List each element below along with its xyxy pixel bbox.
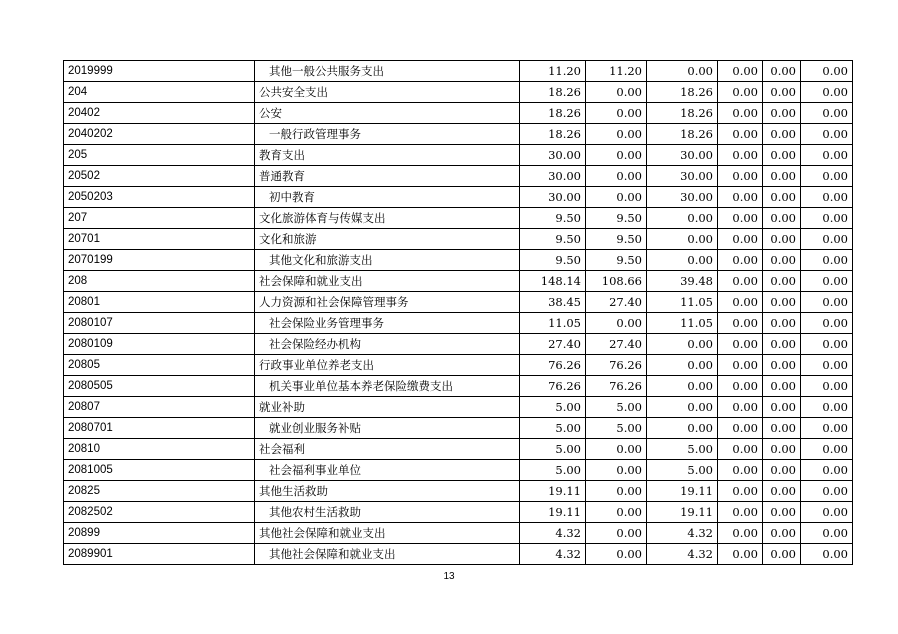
- budget-table-body: [64, 61, 853, 565]
- amount-cell: 0.00: [586, 124, 647, 145]
- amount-cell: 0.00: [801, 103, 853, 124]
- amount-cell: 19.11: [647, 502, 718, 523]
- amount-cell: 0.00: [763, 355, 801, 376]
- subject-name-cell: 就业补助: [255, 397, 520, 418]
- amount-cell: 0.00: [801, 292, 853, 313]
- amount-cell: 0.00: [763, 292, 801, 313]
- amount-cell: 0.00: [586, 103, 647, 124]
- amount-cell: 0.00: [647, 208, 718, 229]
- amount-cell: 0.00: [586, 502, 647, 523]
- amount-cell: 0.00: [801, 523, 853, 544]
- amount-cell: 18.26: [647, 82, 718, 103]
- amount-cell: 76.26: [586, 355, 647, 376]
- amount-cell: 0.00: [801, 439, 853, 460]
- amount-cell: 0.00: [718, 376, 763, 397]
- subject-name-cell: 行政事业单位养老支出: [255, 355, 520, 376]
- subject-code-cell: 208: [64, 271, 255, 292]
- amount-cell: 9.50: [520, 250, 586, 271]
- amount-cell: 0.00: [647, 355, 718, 376]
- table-row: [64, 397, 853, 418]
- subject-code-cell: 20810: [64, 439, 255, 460]
- amount-cell: 0.00: [763, 439, 801, 460]
- amount-cell: 0.00: [763, 145, 801, 166]
- subject-name-cell: 其他文化和旅游支出: [255, 250, 520, 271]
- amount-cell: 0.00: [801, 271, 853, 292]
- amount-cell: 0.00: [718, 208, 763, 229]
- amount-cell: 0.00: [718, 460, 763, 481]
- amount-cell: 0.00: [718, 355, 763, 376]
- amount-cell: 9.50: [586, 250, 647, 271]
- table-row: [64, 124, 853, 145]
- amount-cell: 39.48: [647, 271, 718, 292]
- subject-name-cell: 社会保障和就业支出: [255, 271, 520, 292]
- table-row: [64, 208, 853, 229]
- amount-cell: 0.00: [718, 292, 763, 313]
- subject-code-cell: 20801: [64, 292, 255, 313]
- subject-code-cell: 2080701: [64, 418, 255, 439]
- amount-cell: 5.00: [520, 397, 586, 418]
- amount-cell: 0.00: [801, 460, 853, 481]
- subject-name-cell: 教育支出: [255, 145, 520, 166]
- amount-cell: 11.20: [520, 61, 586, 82]
- amount-cell: 0.00: [801, 544, 853, 565]
- amount-cell: 18.26: [520, 124, 586, 145]
- table-row: [64, 271, 853, 292]
- amount-cell: 0.00: [801, 61, 853, 82]
- amount-cell: 5.00: [586, 418, 647, 439]
- subject-code-cell: 20402: [64, 103, 255, 124]
- amount-cell: 0.00: [763, 397, 801, 418]
- amount-cell: 0.00: [586, 313, 647, 334]
- subject-code-cell: 20502: [64, 166, 255, 187]
- table-row: [64, 187, 853, 208]
- amount-cell: 0.00: [647, 376, 718, 397]
- subject-name-cell: 公共安全支出: [255, 82, 520, 103]
- amount-cell: 0.00: [718, 439, 763, 460]
- table-row: [64, 313, 853, 334]
- subject-name-cell: 就业创业服务补贴: [255, 418, 520, 439]
- subject-name-cell: 其他社会保障和就业支出: [255, 544, 520, 565]
- amount-cell: 0.00: [586, 460, 647, 481]
- amount-cell: 76.26: [520, 355, 586, 376]
- amount-cell: 18.26: [647, 124, 718, 145]
- subject-name-cell: 其他社会保障和就业支出: [255, 523, 520, 544]
- subject-code-cell: 2019999: [64, 61, 255, 82]
- amount-cell: 0.00: [763, 166, 801, 187]
- amount-cell: 76.26: [586, 376, 647, 397]
- amount-cell: 0.00: [647, 61, 718, 82]
- subject-name-cell: 公安: [255, 103, 520, 124]
- budget-table: [63, 60, 853, 565]
- amount-cell: 5.00: [520, 439, 586, 460]
- amount-cell: 4.32: [647, 544, 718, 565]
- amount-cell: 0.00: [586, 145, 647, 166]
- subject-code-cell: 20805: [64, 355, 255, 376]
- amount-cell: 0.00: [718, 145, 763, 166]
- amount-cell: 0.00: [763, 103, 801, 124]
- amount-cell: 0.00: [801, 355, 853, 376]
- amount-cell: 0.00: [763, 187, 801, 208]
- amount-cell: 0.00: [763, 376, 801, 397]
- amount-cell: 0.00: [763, 82, 801, 103]
- table-row: [64, 460, 853, 481]
- subject-name-cell: 其他一般公共服务支出: [255, 61, 520, 82]
- amount-cell: 38.45: [520, 292, 586, 313]
- amount-cell: 30.00: [520, 145, 586, 166]
- amount-cell: 18.26: [520, 103, 586, 124]
- amount-cell: 0.00: [801, 397, 853, 418]
- subject-name-cell: 其他生活救助: [255, 481, 520, 502]
- subject-name-cell: 文化旅游体育与传媒支出: [255, 208, 520, 229]
- table-row: [64, 103, 853, 124]
- amount-cell: 11.05: [647, 292, 718, 313]
- amount-cell: 0.00: [801, 187, 853, 208]
- subject-name-cell: 文化和旅游: [255, 229, 520, 250]
- amount-cell: 0.00: [718, 103, 763, 124]
- amount-cell: 0.00: [586, 523, 647, 544]
- amount-cell: 30.00: [647, 187, 718, 208]
- table-row: [64, 166, 853, 187]
- amount-cell: 0.00: [718, 250, 763, 271]
- amount-cell: 0.00: [801, 82, 853, 103]
- amount-cell: 0.00: [801, 250, 853, 271]
- amount-cell: 5.00: [520, 418, 586, 439]
- subject-code-cell: 2081005: [64, 460, 255, 481]
- subject-name-cell: 普通教育: [255, 166, 520, 187]
- amount-cell: 27.40: [586, 292, 647, 313]
- subject-code-cell: 2080109: [64, 334, 255, 355]
- amount-cell: 0.00: [718, 523, 763, 544]
- amount-cell: 0.00: [801, 229, 853, 250]
- amount-cell: 5.00: [647, 439, 718, 460]
- subject-code-cell: 20825: [64, 481, 255, 502]
- amount-cell: 148.14: [520, 271, 586, 292]
- amount-cell: 11.05: [647, 313, 718, 334]
- amount-cell: 0.00: [801, 334, 853, 355]
- subject-code-cell: 2080107: [64, 313, 255, 334]
- table-row: [64, 229, 853, 250]
- table-row: [64, 355, 853, 376]
- amount-cell: 5.00: [520, 460, 586, 481]
- amount-cell: 18.26: [647, 103, 718, 124]
- amount-cell: 0.00: [801, 124, 853, 145]
- table-row: [64, 439, 853, 460]
- amount-cell: 0.00: [763, 502, 801, 523]
- amount-cell: 0.00: [763, 229, 801, 250]
- table-row: [64, 61, 853, 82]
- amount-cell: 11.05: [520, 313, 586, 334]
- amount-cell: 0.00: [763, 544, 801, 565]
- amount-cell: 0.00: [801, 418, 853, 439]
- amount-cell: 0.00: [763, 481, 801, 502]
- table-row: [64, 481, 853, 502]
- amount-cell: 0.00: [801, 502, 853, 523]
- amount-cell: 108.66: [586, 271, 647, 292]
- amount-cell: 9.50: [520, 208, 586, 229]
- subject-code-cell: 2089901: [64, 544, 255, 565]
- table-row: [64, 523, 853, 544]
- amount-cell: 9.50: [586, 208, 647, 229]
- amount-cell: 0.00: [586, 82, 647, 103]
- amount-cell: 0.00: [763, 460, 801, 481]
- subject-code-cell: 2080505: [64, 376, 255, 397]
- amount-cell: 19.11: [520, 481, 586, 502]
- subject-code-cell: 2050203: [64, 187, 255, 208]
- table-row: [64, 145, 853, 166]
- amount-cell: 0.00: [763, 418, 801, 439]
- amount-cell: 0.00: [801, 208, 853, 229]
- table-row: [64, 502, 853, 523]
- amount-cell: 0.00: [801, 376, 853, 397]
- amount-cell: 0.00: [718, 481, 763, 502]
- amount-cell: 11.20: [586, 61, 647, 82]
- subject-code-cell: 205: [64, 145, 255, 166]
- subject-code-cell: 20701: [64, 229, 255, 250]
- subject-name-cell: 其他农村生活救助: [255, 502, 520, 523]
- amount-cell: 0.00: [763, 523, 801, 544]
- amount-cell: 0.00: [718, 502, 763, 523]
- subject-name-cell: 社会保险经办机构: [255, 334, 520, 355]
- amount-cell: 0.00: [718, 229, 763, 250]
- amount-cell: 0.00: [718, 418, 763, 439]
- table-row: [64, 376, 853, 397]
- amount-cell: 27.40: [586, 334, 647, 355]
- subject-name-cell: 机关事业单位基本养老保险缴费支出: [255, 376, 520, 397]
- table-row: [64, 82, 853, 103]
- amount-cell: 0.00: [718, 124, 763, 145]
- amount-cell: 0.00: [647, 418, 718, 439]
- page-number: 13: [443, 571, 455, 582]
- amount-cell: 0.00: [718, 187, 763, 208]
- amount-cell: 0.00: [718, 271, 763, 292]
- amount-cell: 4.32: [647, 523, 718, 544]
- amount-cell: 5.00: [647, 460, 718, 481]
- amount-cell: 19.11: [647, 481, 718, 502]
- table-row: [64, 418, 853, 439]
- amount-cell: 0.00: [718, 61, 763, 82]
- table-row: [64, 292, 853, 313]
- amount-cell: 76.26: [520, 376, 586, 397]
- amount-cell: 0.00: [718, 82, 763, 103]
- amount-cell: 0.00: [718, 397, 763, 418]
- amount-cell: 0.00: [801, 145, 853, 166]
- amount-cell: 18.26: [520, 82, 586, 103]
- amount-cell: 0.00: [718, 313, 763, 334]
- amount-cell: 0.00: [763, 313, 801, 334]
- subject-code-cell: 20899: [64, 523, 255, 544]
- amount-cell: 0.00: [763, 208, 801, 229]
- amount-cell: 19.11: [520, 502, 586, 523]
- amount-cell: 9.50: [520, 229, 586, 250]
- subject-name-cell: 社会保险业务管理事务: [255, 313, 520, 334]
- amount-cell: 27.40: [520, 334, 586, 355]
- amount-cell: 0.00: [586, 439, 647, 460]
- amount-cell: 0.00: [586, 481, 647, 502]
- amount-cell: 0.00: [647, 334, 718, 355]
- amount-cell: 4.32: [520, 523, 586, 544]
- amount-cell: 30.00: [520, 166, 586, 187]
- subject-code-cell: 2040202: [64, 124, 255, 145]
- amount-cell: 0.00: [801, 313, 853, 334]
- amount-cell: 0.00: [647, 229, 718, 250]
- amount-cell: 30.00: [647, 166, 718, 187]
- amount-cell: 0.00: [586, 544, 647, 565]
- amount-cell: 0.00: [586, 166, 647, 187]
- subject-code-cell: 2070199: [64, 250, 255, 271]
- amount-cell: 0.00: [801, 481, 853, 502]
- subject-code-cell: 20807: [64, 397, 255, 418]
- amount-cell: 0.00: [718, 166, 763, 187]
- subject-name-cell: 一般行政管理事务: [255, 124, 520, 145]
- amount-cell: 0.00: [763, 334, 801, 355]
- table-row: [64, 250, 853, 271]
- amount-cell: 0.00: [801, 166, 853, 187]
- amount-cell: 0.00: [763, 271, 801, 292]
- amount-cell: 30.00: [520, 187, 586, 208]
- amount-cell: 0.00: [647, 250, 718, 271]
- table-row: [64, 334, 853, 355]
- subject-name-cell: 社会福利: [255, 439, 520, 460]
- amount-cell: 0.00: [763, 250, 801, 271]
- amount-cell: 0.00: [763, 124, 801, 145]
- subject-code-cell: 204: [64, 82, 255, 103]
- subject-code-cell: 207: [64, 208, 255, 229]
- subject-name-cell: 初中教育: [255, 187, 520, 208]
- amount-cell: 4.32: [520, 544, 586, 565]
- table-row: [64, 544, 853, 565]
- amount-cell: 0.00: [647, 397, 718, 418]
- subject-code-cell: 2082502: [64, 502, 255, 523]
- amount-cell: 9.50: [586, 229, 647, 250]
- amount-cell: 0.00: [718, 334, 763, 355]
- amount-cell: 5.00: [586, 397, 647, 418]
- amount-cell: 0.00: [718, 544, 763, 565]
- amount-cell: 30.00: [647, 145, 718, 166]
- subject-name-cell: 社会福利事业单位: [255, 460, 520, 481]
- amount-cell: 0.00: [763, 61, 801, 82]
- amount-cell: 0.00: [586, 187, 647, 208]
- subject-name-cell: 人力资源和社会保障管理事务: [255, 292, 520, 313]
